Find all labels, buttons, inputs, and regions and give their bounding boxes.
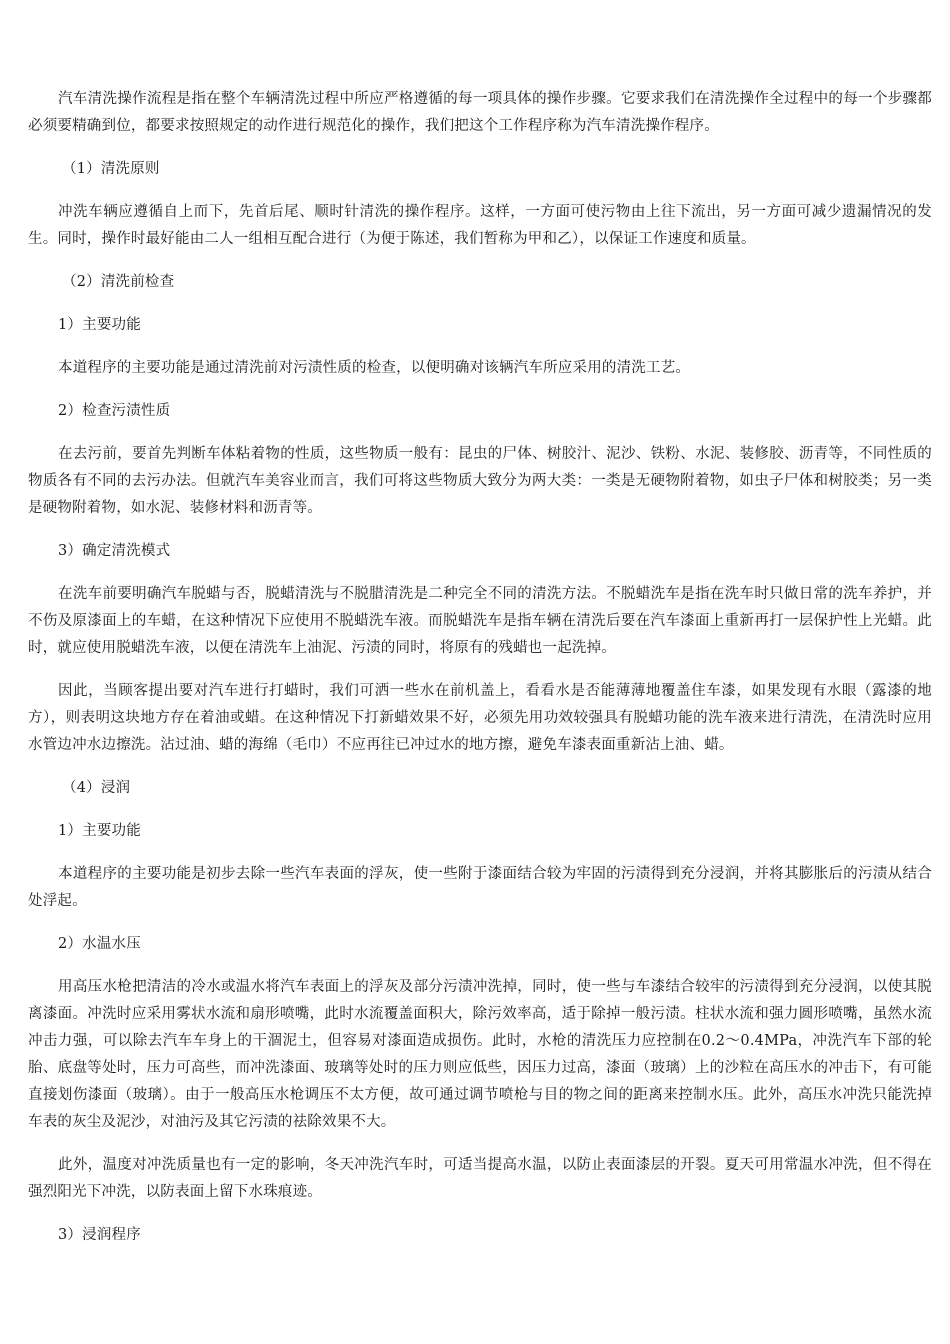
water-temperature-paragraph: 此外，温度对冲洗质量也有一定的影响，冬天冲洗汽车时，可适当提高水温，以防止表面漆层的开裂。夏天可用常温水冲洗，但不得在强烈阳光下冲洗，以防表面上留下水珠痕迹。 [28,1157,932,1200]
water-pressure-paragraph: 用高压水枪把清洁的冷水或温水将汽车表面上的浮灰及部分污渍冲洗掉，同时，使一些与车漆结合较牢的污渍得到充分浸润，以使其脱离漆面。冲洗时应采用雾状水流和扇形喷嘴，此时水流覆盖面积大，除污效率高，适于除掉一般污渍。柱状水流和强力圆形喷嘴，虽然水流冲击力强，可以除去汽车车身上的干涸泥土，但容易对漆面造成损伤。此时，水枪的清洗压力应控制在0.2～0.4MPa，冲洗汽车下部的轮胎、底盘等处时，压力可高些，而冲洗漆面、玻璃等处时的压力则应低些，因压力过高，漆面（玻璃）上的沙粒在高压水的冲击下，有可能直接划伤漆面（玻璃）。由于一般高压水枪调压不太方便，故可通过调节喷枪与目的物之间的距离来控制水压。此外，高压水冲洗只能洗掉车表的灰尘及泥沙，对油污及其它污渍的祛除效果不大。 [28,979,932,1130]
pre-wash-function-paragraph: 本道程序的主要功能是通过清洗前对污渍性质的检查，以便明确对该辆汽车所应采用的清洗工艺。 [58,360,691,376]
intro-paragraph: 汽车清洗操作流程是指在整个车辆清洗过程中所应严格遵循的每一项具体的操作步骤。它要求我们在清洗操作全过程中的每一个步骤都必须要精确到位，都要求按照规定的动作进行规范化的操作，我们把这个工作程序称为汽车清洗操作程序。 [28,91,932,134]
wash-mode-paragraph: 在洗车前要明确汽车脱蜡与否，脱蜡清洗与不脱腊清洗是二种完全不同的清洗方法。不脱蜡洗车是指在洗车时只做日常的洗车养护，并不伤及原漆面上的车蜡，在这种情况下应使用不脱蜡洗车液。而脱蜡洗车是指车辆在清洗后要在汽车漆面上重新再打一层保护性上光蜡。此时，就应使用脱蜡洗车液，以便在清洗车上油泥、污渍的同时，将原有的残蜡也一起洗掉。 [28,586,932,656]
document-page [28,86,932,1265]
subheading-check-stain-type: 2）检查污渍性质 [58,403,171,419]
section-heading-pre-wash-check: （2）清洗前检查 [62,274,175,290]
section-heading-soaking: （4）浸润 [62,780,131,796]
waxing-paragraph: 因此，当顾客提出要对汽车进行打蜡时，我们可洒一些水在前机盖上，看看水是否能薄薄地覆盖住车漆，如果发现有水眼（露漆的地方），则表明这块地方存在着油或蜡。在这种情况下打新蜡效果不好，必须先用功效较强具有脱蜡功能的洗车液来进行清洗，在清洗时应用水管边冲水边擦洗。沾过油、蜡的海绵（毛巾）不应再往已冲过水的地方擦，避免车漆表面重新沾上油、蜡。 [28,683,932,753]
soaking-function-paragraph: 本道程序的主要功能是初步去除一些汽车表面的浮灰，使一些附于漆面结合较为牢固的污渍得到充分浸润，并将其膨胀后的污渍从结合处浮起。 [28,866,932,909]
subheading-water-temp-pressure: 2）水温水压 [58,936,141,952]
section-heading-cleaning-principle: （1）清洗原则 [62,161,160,177]
subheading-soaking-procedure: 3）浸润程序 [58,1227,141,1243]
subheading-soaking-function: 1）主要功能 [58,823,141,839]
subheading-wash-mode: 3）确定清洗模式 [58,543,171,559]
subheading-main-function: 1）主要功能 [58,317,141,333]
stain-type-paragraph: 在去污前，要首先判断车体粘着物的性质，这些物质一般有：昆虫的尸体、树胶汁、泥沙、铁粉、水泥、装修胶、沥青等，不同性质的物质各有不同的去污办法。但就汽车美容业而言，我们可将这些物质大致分为两大类：一类是无硬物附着物，如虫子尸体和树胶类；另一类是硬物附着物，如水泥、装修材料和沥青等。 [28,446,932,516]
cleaning-principle-paragraph: 冲洗车辆应遵循自上而下，先首后尾、顺时针清洗的操作程序。这样，一方面可使污物由上往下流出，另一方面可减少遗漏情况的发生。同时，操作时最好能由二人一组相互配合进行（为便于陈述，我们暂称为甲和乙），以保证工作速度和质量。 [28,204,932,247]
